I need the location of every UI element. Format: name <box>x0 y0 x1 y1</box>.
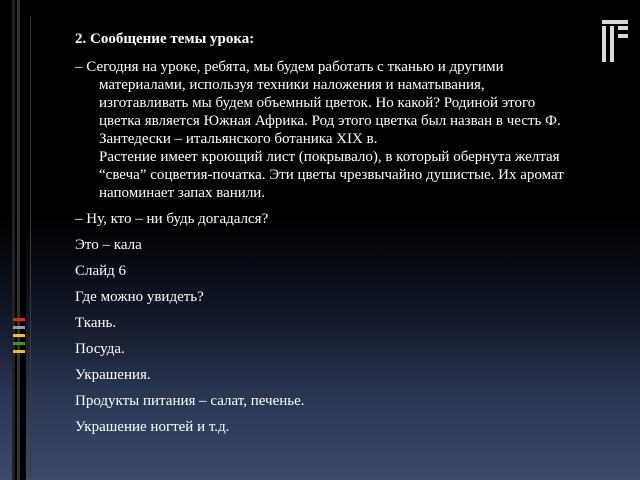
intro-paragraph <box>75 58 615 202</box>
green-mark <box>13 342 25 345</box>
yellow-mark <box>13 334 25 337</box>
intro-line: материалами, используя техники наложения и наматывания, <box>99 77 485 93</box>
intro-line: Зантедески – итальянского ботаника XIX в. <box>99 131 378 147</box>
question-line-2: Где можно увидеть? <box>75 289 204 305</box>
intro-first-line: – Сегодня на уроке, ребята, мы будем работать с тканью и другими <box>75 59 504 75</box>
section-heading: 2. Сообщение темы урока: <box>75 31 255 47</box>
intro-line: напоминает запах ванили. <box>99 185 266 201</box>
intro-line: “свеча” соцветия-початка. Эти цветы чрезвычайно душистые. Их аромат <box>99 167 564 183</box>
slide-number-line: Слайд 6 <box>75 263 127 279</box>
yellow-mark-2 <box>13 350 25 353</box>
list-item: Украшения. <box>75 367 151 383</box>
intro-line: цветка является Южная Африка. Род этого цветка был назван в честь Ф. <box>99 113 561 129</box>
intro-line: изготавливать мы будем объемный цветок. Но какой? Родиной этого <box>99 95 536 111</box>
red-mark <box>13 318 25 321</box>
list-item: Посуда. <box>75 341 125 357</box>
gray-mark <box>13 326 25 329</box>
color-bars-icon <box>13 318 25 358</box>
question-line: – Ну, кто – ни будь догадался? <box>75 211 269 227</box>
list-item: Украшение ногтей и т.д. <box>75 419 230 435</box>
list-item: Продукты питания – салат, печенье. <box>75 393 305 409</box>
answer-line: Это – кала <box>75 237 142 253</box>
intro-line: Растение имеет кроющий лист (покрывало), в который обернута желтая <box>99 149 560 165</box>
slide-content <box>75 30 615 444</box>
left-stripe-decoration <box>12 0 26 480</box>
list-item: Ткань. <box>75 315 117 331</box>
